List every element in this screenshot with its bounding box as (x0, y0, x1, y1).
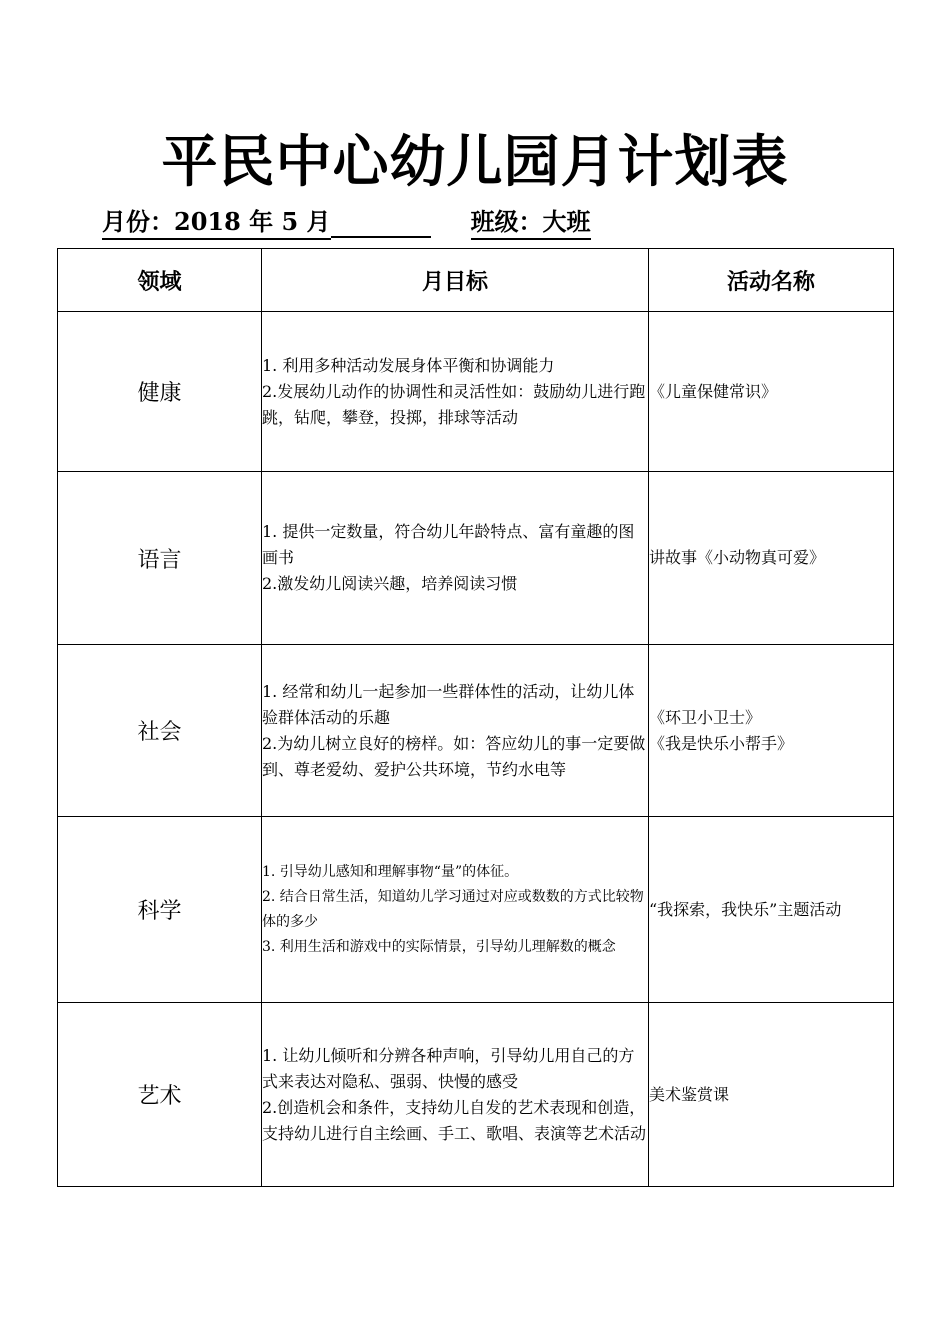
plan-table (57, 248, 894, 1187)
page-title: 平民中心幼儿园月计划表 (161, 130, 789, 195)
table-header-row (58, 249, 894, 312)
table-row (58, 1003, 894, 1187)
activity-cell (649, 645, 894, 817)
goal-item: 1. 提供一定数量，符合幼儿年龄特点、富有童趣的图画书 (262, 522, 635, 567)
goal-item: 1. 经常和幼儿一起参加一些群体性的活动，让幼儿体验群体活动的乐趣 (262, 681, 635, 727)
goals-cell (262, 817, 649, 1003)
activity-cell (649, 1003, 894, 1187)
activity-item: 《儿童保健常识》 (649, 381, 778, 401)
activity-item: 讲故事《小动物真可爱》 (649, 548, 826, 567)
goals-cell (262, 1003, 649, 1187)
goals-cell (262, 312, 649, 472)
activity-item: “我探索，我快乐”主题活动 (649, 899, 842, 919)
activity-cell (649, 312, 894, 472)
month-label: 月份：2018 年 5 月 (102, 206, 331, 240)
goal-item: 1. 利用多种活动发展身体平衡和协调能力 (262, 355, 555, 375)
table-row (58, 472, 894, 645)
activity-cell (649, 817, 894, 1003)
goals-cell (262, 472, 649, 645)
table-row (58, 817, 894, 1003)
domain-cell: 健康 (58, 312, 262, 472)
column-header-activity: 活动名称 (649, 249, 894, 312)
domain-cell: 艺术 (58, 1003, 262, 1187)
goal-item: 2. 结合日常生活，知道幼儿学习通过对应或数数的方式比较物体的多少 (262, 888, 644, 930)
domain-cell: 社会 (58, 645, 262, 817)
activity-item: 美术鉴赏课 (649, 1084, 730, 1104)
column-header-domain: 领域 (58, 249, 262, 312)
goal-item: 1. 让幼儿倾听和分辨各种声响，引导幼儿用自己的方式来表达对隐私、强弱、快慢的感受 (262, 1045, 635, 1091)
activity-cell (649, 472, 894, 645)
goal-item: 2.激发幼儿阅读兴趣，培养阅读习惯 (262, 574, 518, 593)
domain-cell: 科学 (58, 817, 262, 1003)
domain-cell: 语言 (58, 472, 262, 645)
meta-line (102, 206, 591, 240)
underline-gap (331, 206, 431, 238)
table-row (58, 645, 894, 817)
activity-item: 《我是快乐小帮手》 (649, 733, 794, 753)
table-row (58, 312, 894, 472)
goal-item: 3. 利用生活和游戏中的实际情景，引导幼儿理解数的概念 (262, 938, 616, 955)
goal-item: 2.发展幼儿动作的协调性和灵活性如：鼓励幼儿进行跑跳，钻爬，攀登，投掷，排球等活动 (262, 381, 646, 427)
class-label: 班级：大班 (471, 206, 591, 240)
goal-item: 1. 引导幼儿感知和理解事物“量”的体征。 (262, 863, 519, 880)
goal-item: 2.创造机会和条件，支持幼儿自发的艺术表现和创造，支持幼儿进行自主绘画、手工、歌唱、表演等艺术活动 (262, 1097, 647, 1143)
goals-cell (262, 645, 649, 817)
goal-item: 2.为幼儿树立良好的榜样。如：答应幼儿的事一定要做到、尊老爱幼、爱护公共环境，节约水电等 (262, 733, 646, 779)
activity-item: 《环卫小卫士》 (649, 707, 762, 727)
column-header-goals: 月目标 (262, 249, 649, 312)
